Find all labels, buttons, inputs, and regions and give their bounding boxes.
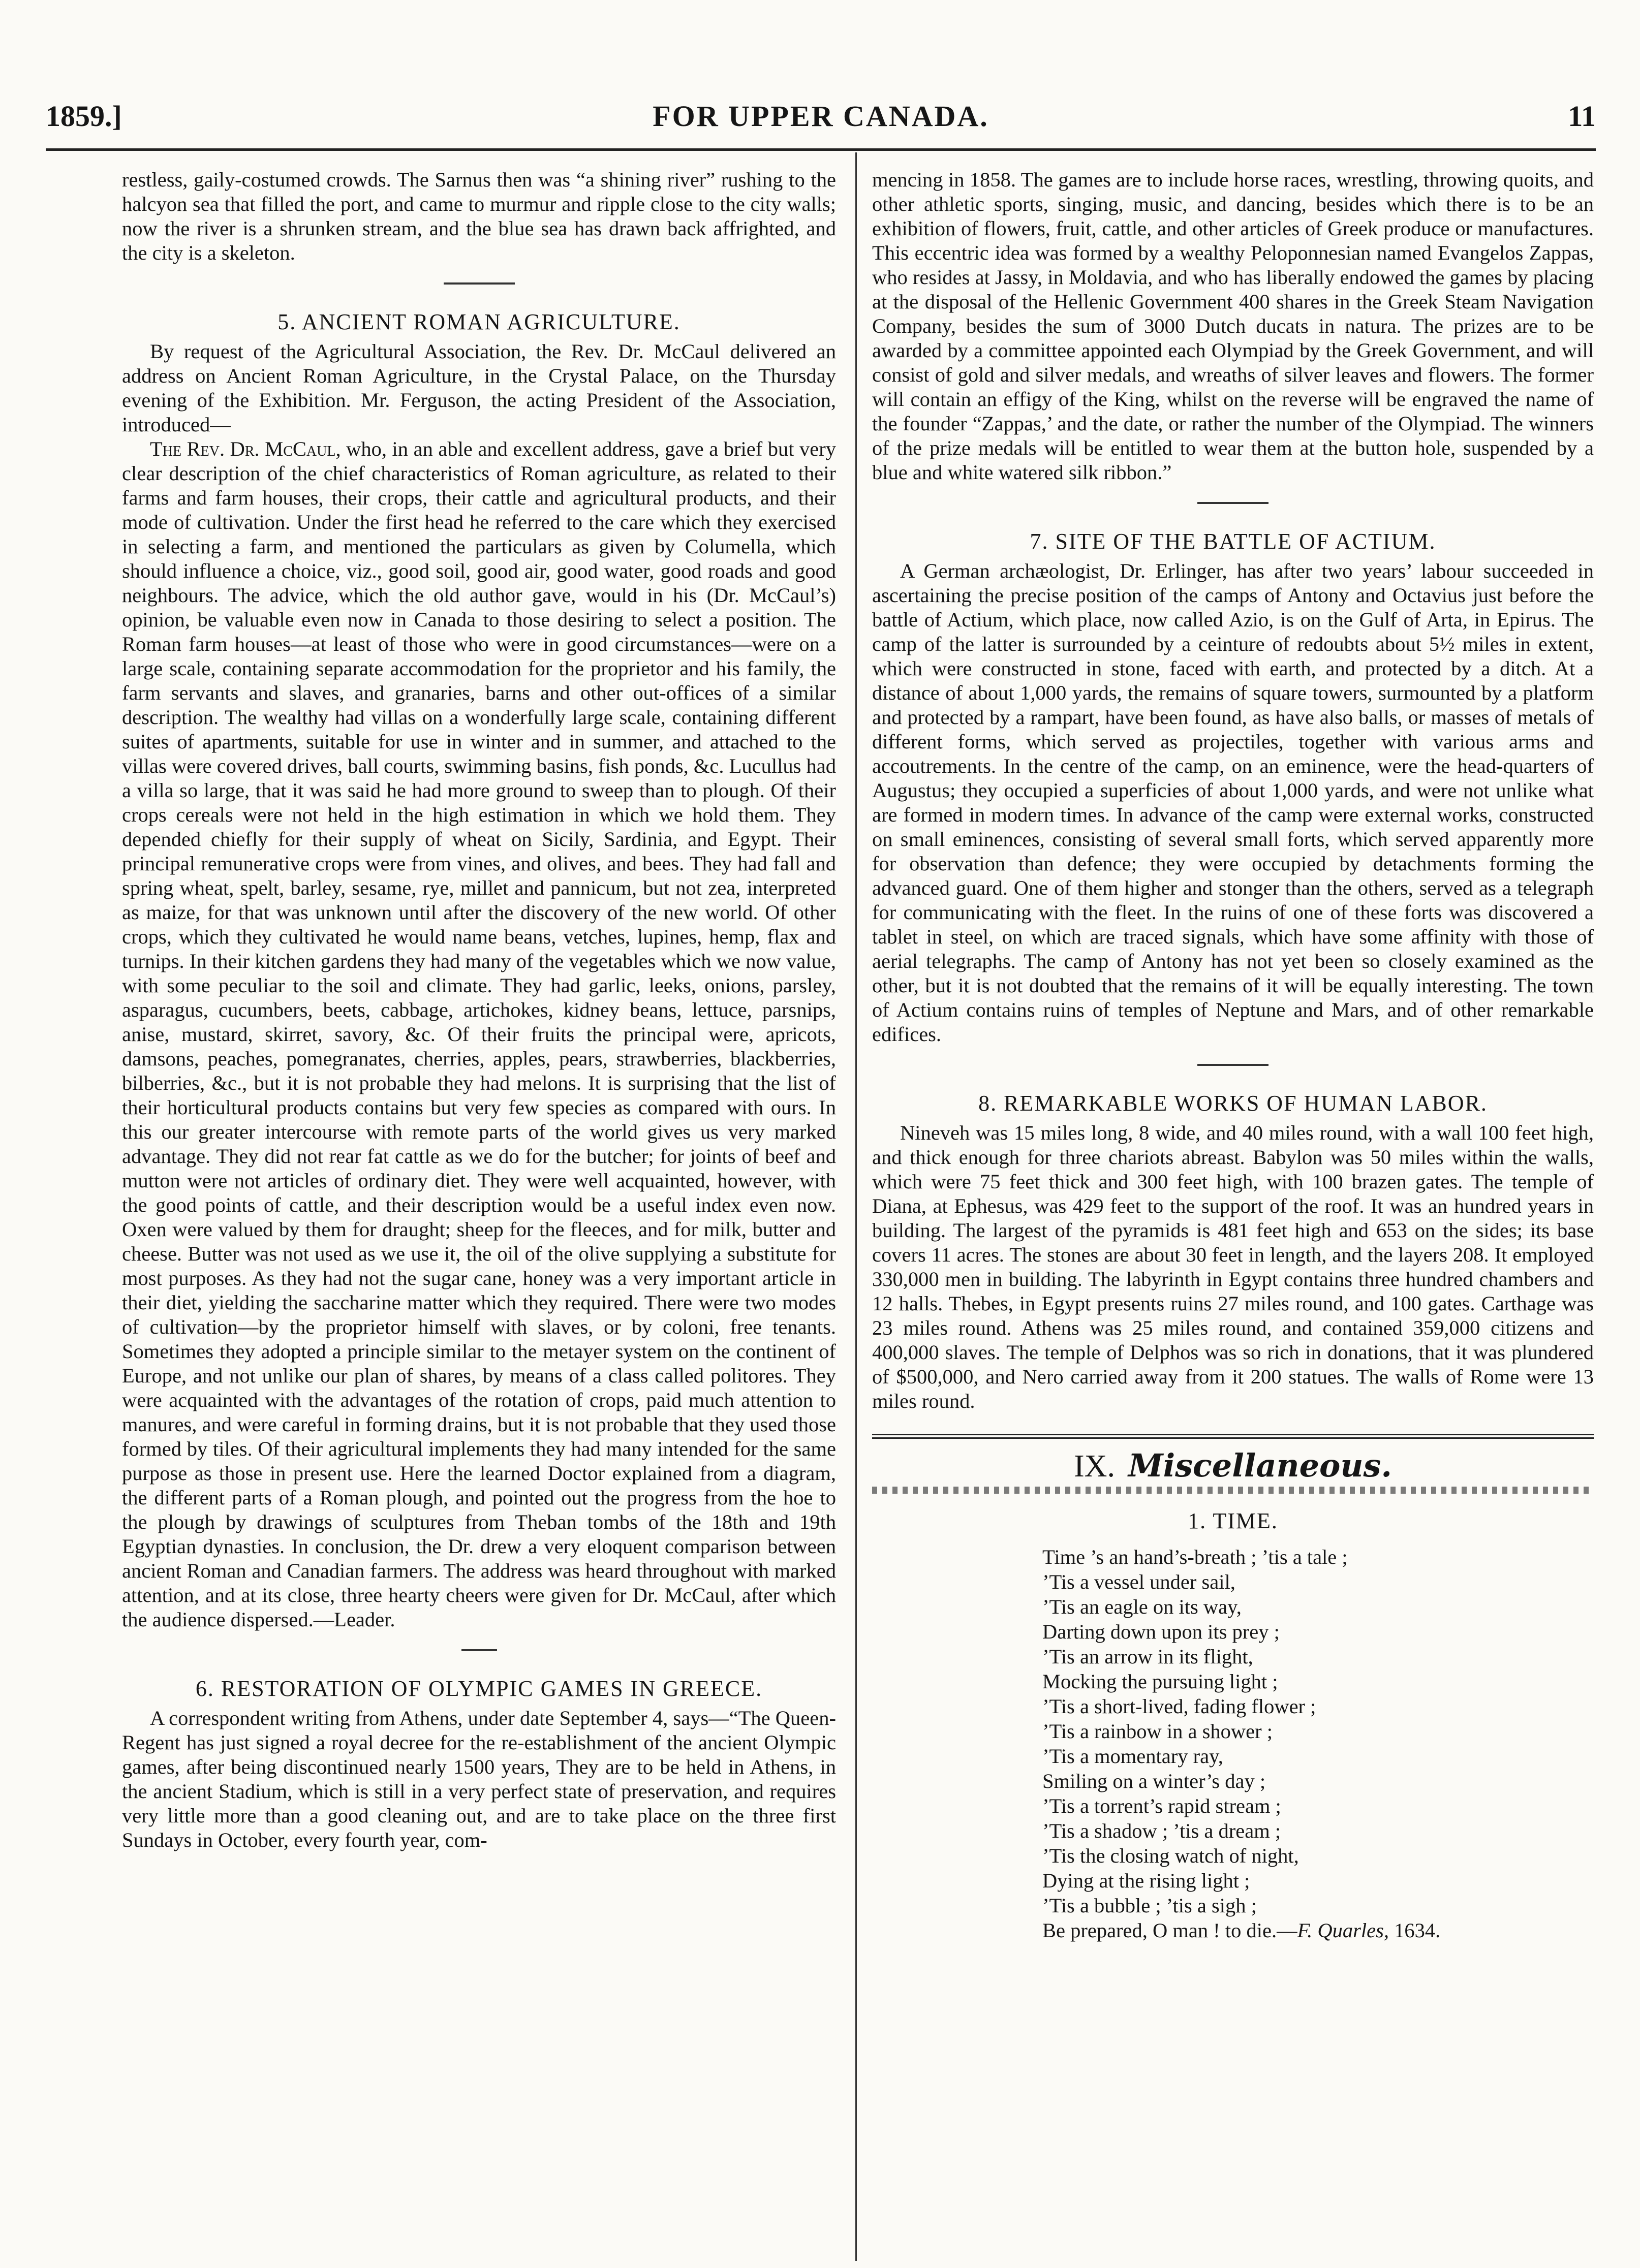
- poem-line: Darting down upon its prey ;: [1042, 1620, 1280, 1643]
- section-7-heading: 7. SITE OF THE BATTLE OF ACTIUM.: [1030, 529, 1436, 554]
- poem-line: Mocking the pursuing light ;: [1042, 1670, 1278, 1693]
- poem-closing-text: Be prepared, O man ! to die.—: [1042, 1919, 1297, 1942]
- poem-line: ’Tis an eagle on its way,: [1042, 1595, 1242, 1618]
- section-5-paragraph-1: By request of the Agricultural Association, the Rev. Dr. McCaul delivered an address on Ancient Roman Agriculture, in the Crystal Palace, on the Thursday evening of the Exhibition. Mr. Ferguson, the acting President of the Association, introduced—: [122, 340, 836, 436]
- poem: [1042, 1545, 1594, 1943]
- section-separator: [461, 1649, 497, 1651]
- poem-line: ’Tis a shadow ; ’tis a dream ;: [1042, 1819, 1281, 1842]
- chapter-title: Miscellaneous.: [1128, 1447, 1392, 1484]
- poem-line: Smiling on a winter’s day ;: [1042, 1770, 1266, 1792]
- right-column: [872, 168, 1594, 1943]
- running-title: FOR UPPER CANADA.: [653, 100, 989, 133]
- header-year: 1859.]: [46, 100, 122, 133]
- section-8-paragraph-1: Nineveh was 15 miles long, 8 wide, and 40 miles round, with a wall 100 feet high, and thick enough for three chariots abreast. Babylon was 50 miles within the walls, which were 75 feet thick and 300 feet high, with 100 brazen gates. The temple of Diana, at Ephesus, was 429 feet to the support of the roof. It was an hundred years in building. The largest of the pyramids is 481 feet high and 653 on the sides; its base covers 11 acres. The stones are about 30 feet in length, and the layers 208. It employed 330,000 men in building. The labyrinth in Egypt contains three hundred chambers and 12 halls. Thebes, in Egypt presents ruins 27 miles round, and 100 gates. Carthage was 23 miles round. Athens was 25 miles round, and contained 359,000 citizens and 400,000 slaves. The temple of Delphos was so rich in donations, that it was plundered of $500,000, and Nero carried away from it 200 statues. The walls of Rome were 13 miles round.: [872, 1121, 1594, 1412]
- page-header: [46, 94, 1596, 140]
- ornamental-rule: [872, 1487, 1594, 1494]
- speaker-name: The Rev. Dr. McCaul,: [150, 437, 341, 460]
- section-5-heading: 5. ANCIENT ROMAN AGRICULTURE.: [277, 309, 680, 334]
- section-7-paragraph-1: A German archæologist, Dr. Erlinger, has after two years’ labour succeeded in ascertaining the precise position of the camps of Antony and Octavius just before the battle of Actium, which place, now called Azio, is on the Gulf of Arta, in Epirus. The camp of the latter is surrounded by a ceinture of redoubts about 5½ miles in extent, which were constructed in stone, faced with earth, and protected by a ditch. At a distance of about 1,000 yards, the remains of square towers, surmounted by a platform and protected by a rampart, have been found, as have also balls, or masses of metals of different forms, which served as projectiles, together with various arms and accoutrements. In the centre of the camp, on an eminence, were the head-quarters of Augustus; they occupied a superficies of about 1,000 yards, and were not unlike what are formed in modern times. In advance of the camp were external works, constructed on small eminences, consisting of several small forts, which served apparently more for observation than defence; they were occupied by detachments forming the advanced guard. One of them higher and stonger than the others, served as a telegraph for communicating with the fleet. In the ruins of one of these forts was discovered a tablet in steel, on which are traced signals, which have some affinity with those of aerial telegraphs. The camp of Antony has not yet been so closely examined as the other, but it is not doubted that the remains of it will be equally interesting. The town of Actium contains ruins of temples of Neptune and Mars, and of other remarkable edifices.: [872, 559, 1594, 1046]
- chapter-numeral: IX.: [1074, 1449, 1115, 1484]
- miscellaneous-heading: [872, 1447, 1594, 1484]
- section-separator: [1197, 1064, 1268, 1066]
- continuation-paragraph: restless, gaily-costumed crowds. The Sarnus then was “a shining river” rushing to the halcyon sea that filled the port, and came to murmur and ripple close to the city walls; now the river is a shrunken stream, and the blue sea has drawn back affrighted, and the city is a skeleton.: [122, 168, 836, 264]
- left-column: [122, 168, 836, 1852]
- poem-line: ’Tis a short-lived, fading flower ;: [1042, 1695, 1316, 1718]
- poem-line: ’Tis the closing watch of night,: [1042, 1844, 1299, 1867]
- poem-line: ’Tis an arrow in its flight,: [1042, 1645, 1253, 1668]
- section-5-paragraph-2-text: who, in an able and excellent address, gave a brief but very clear description of the chief characteristics of Roman agriculture, as related to their farms and farm houses, their crops, their cattle and agricultural products, and their mode of cultivation. Under the first head he referred to the care which they exercised in selecting a farm, and mentioned the particulars as given by Columella, which should influence a choice, viz., good soil, good air, good water, good roads and good neighbours. The advice, which the old author gave, would in his (Dr. McCaul’s) opinion, be valuable even now in Canada to those desiring to select a position. The Roman farm houses—at least of those who were in good circumstances—were on a large scale, containing separate accommodation for the proprietor and his family, the farm servants and slaves, and granaries, barns and other out-offices of a similar description. The wealthy had villas on a wonderfully large scale, containing different suites of apartments, suitable for use in winter and in summer, and attached to the villas were covered drives, ball courts, swimming basins, fish ponds, &c. Lucullus had a villa so large, that it was said he had more ground to sweep than to plough. Of their crops cereals were not held in the high estimation in which we hold them. They depended chiefly for their supply of wheat on Sicily, Sardinia, and Egypt. Their principal remunerative crops were from vines, and olives, and bees. They had fall and spring wheat, spelt, barley, sesame, rye, millet and pannicum, but not zea, interpreted as maize, for that was unknown until after the discovery of the new world. Of other crops, which they cultivated he would name beans, vetches, lupines, hemp, flax and turnips. In their kitchen gardens they had many of the vegetables which we now value, with some peculiar to the soil and climate. They had garlic, leeks, onions, parsley, asparagus, cucumbers, beets, cabbage, artichokes, kidney beans, lettuce, parsnips, anise, mustard, skirret, savory, &c. Of their fruits the principal were, apricots, damsons, peaches, pomegranates, cherries, apples, pears, strawberries, blackberries, bilberries, &c., but it is not probable they had melons. It is surprising that the list of their horticultural products contains but very few species as compared with ours. In this our greater intercourse with remote parts of the world gives us very marked advantage. They did not rear fat cattle as we do for the butcher; for joints of beef and mutton were not articles of ordinary diet. They were well acquainted, however, with the good points of cattle, and their description would be a useful index even now. Oxen were valued by them for draught; sheep for the fleeces, and for milk, butter and cheese. Butter was not used as we use it, the oil of the olive supplying a substitute for most purposes. As they had not the sugar cane, honey was a very important article in their diet, yielding the saccharine matter which they required. There were two modes of cultivation—by the proprietor himself with slaves, or by coloni, free tenants. Sometimes they adopted a principle similar to the metayer system on the continent of Europe, and not unlike our plan of shares, by means of a class called politores. They were acquainted with the advantages of the rotation of crops, paid much attention to manures, and were careful in forming drains, but it is not probable that they used those formed by tiles. Of their agricultural implements they had many intended for the same purpose as those in present use. Here the learned Doctor explained from a diagram, the different parts of a Roman plough, and pointed out the progress from the hoe to the plough by drawings of sculptures from Theban tombs of the 18th and 19th Egyptian dynasties. In conclusion, the Dr. drew a very eloquent comparison between ancient Roman and Canadian farmers. The address was heard throughout with marked attention, and at its close, three hearty cheers were given for Dr. McCaul, after which the audience dispersed.—Leader.: [122, 437, 837, 1631]
- header-rule: [46, 148, 1596, 151]
- section-6-continuation: mencing in 1858. The games are to include horse races, wrestling, throwing quoits, and other athletic sports, singing, music, and dancing, besides which there is to be an exhibition of flowers, fruit, cattle, and other articles of Greek produce or manufactures. This eccentric idea was formed by a wealthy Peloponnesian named Evangelos Zappas, who resides at Jassy, in Moldavia, and who has liberally endowed the games by placing at the disposal of the Hellenic Government 400 shares in the Greek Steam Navigation Company, besides the sum of 3000 Dutch ducats in natura. The prizes are to be awarded by a committee appointed each Olympiad by the Greek Government, and will consist of gold and silver medals, and wreaths of silver leaves and flowers. The former will contain an effigy of the King, whilst on the reverse will be engraved the name of the founder “Zappas,’ and the date, or rather the number of the Olympiad. The winners of the prize medals will be entitled to wear them at the button hole, suspended by a blue and white watered silk ribbon.”: [872, 168, 1594, 484]
- column-divider: [855, 152, 857, 2261]
- section-6-paragraph-1: A correspondent writing from Athens, under date September 4, says—“The Queen-Regent has just signed a royal decree for the re-establishment of the ancient Olympic games, after being discontinued nearly 1500 years, They are to be held in Athens, in the ancient Stadium, which is still in a very perfect state of preservation, and requires very little more than a good cleaning out, and are to take place on the three first Sundays in October, every fourth year, com-: [122, 1707, 836, 1851]
- section-separator: [1197, 502, 1268, 504]
- poem-line: ’Tis a vessel under sail,: [1042, 1570, 1235, 1593]
- poem-year: 1634.: [1394, 1919, 1441, 1942]
- poem-title: 1. TIME.: [1188, 1508, 1278, 1533]
- poem-line: ’Tis a bubble ; ’tis a sigh ;: [1042, 1894, 1257, 1917]
- section-6-heading: 6. RESTORATION OF OLYMPIC GAMES IN GREECE.: [195, 1676, 763, 1701]
- chapter-rule: [872, 1434, 1594, 1441]
- poem-line: ’Tis a rainbow in a shower ;: [1042, 1720, 1273, 1743]
- section-separator: [444, 282, 515, 285]
- page-number: 11: [1568, 100, 1596, 133]
- poem-last-line: [1042, 1918, 1594, 1943]
- section-8-heading: 8. REMARKABLE WORKS OF HUMAN LABOR.: [978, 1091, 1488, 1116]
- poem-line: Time ’s an hand’s-breath ; ’tis a tale ;: [1042, 1546, 1348, 1568]
- poem-line: ’Tis a momentary ray,: [1042, 1745, 1223, 1768]
- poem-line: Dying at the rising light ;: [1042, 1869, 1250, 1892]
- section-5-paragraph-2: [122, 437, 836, 1632]
- poem-line: ’Tis a torrent’s rapid stream ;: [1042, 1794, 1281, 1817]
- poem-attribution: F. Quarles,: [1297, 1919, 1389, 1942]
